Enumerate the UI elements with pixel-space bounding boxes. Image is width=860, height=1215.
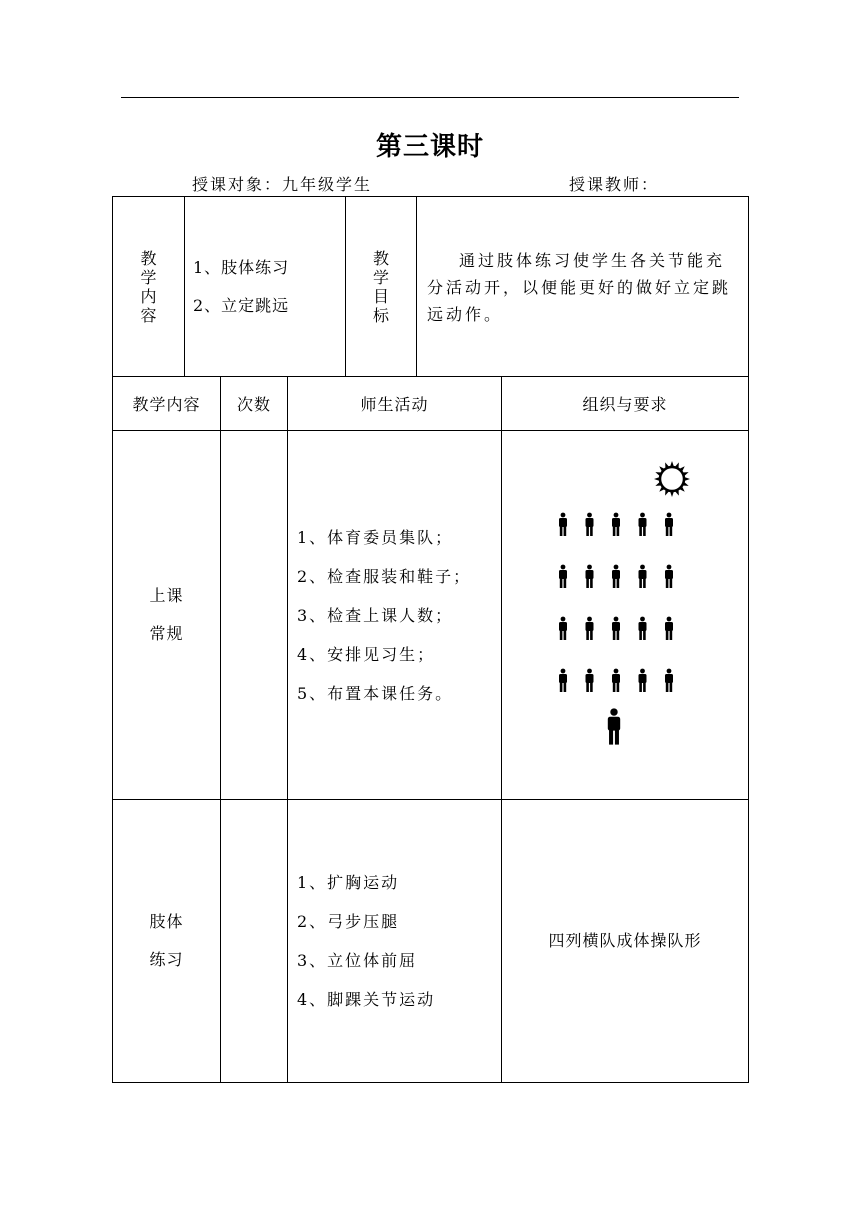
header-content: 教学内容 bbox=[113, 377, 221, 431]
audience-label: 授课对象：九年级学生 bbox=[192, 175, 373, 194]
sun-icon bbox=[654, 461, 690, 497]
content-label-char: 内 bbox=[140, 286, 157, 306]
goal-label-char: 学 bbox=[372, 267, 389, 287]
goal-text: 通过肢体练习使学生各关节能充分活动开，以便能更好的做好立定跳远动作。 bbox=[417, 197, 749, 377]
student-icon bbox=[586, 617, 594, 640]
student-icon bbox=[612, 617, 620, 640]
org-text: 四列横队成体操队形 bbox=[502, 800, 749, 1083]
student-icon bbox=[612, 565, 620, 588]
activity-item: 3、检查上课人数； bbox=[297, 605, 454, 625]
activity-item: 2、弓步压腿 bbox=[297, 912, 400, 931]
header-rule bbox=[121, 97, 739, 98]
lesson-info-table bbox=[112, 196, 749, 377]
goal-label-char: 教 bbox=[372, 248, 389, 268]
goal-label-char: 目 bbox=[372, 286, 389, 306]
row-count-cell bbox=[221, 431, 288, 800]
student-icon bbox=[586, 513, 594, 536]
student-icon bbox=[665, 565, 673, 588]
row-content-line: 常规 bbox=[149, 624, 184, 643]
student-icon bbox=[559, 565, 567, 588]
header-count: 次数 bbox=[221, 377, 288, 431]
row-content-line: 练习 bbox=[149, 950, 184, 969]
teacher-label: 授课教师： bbox=[569, 175, 660, 194]
student-icon bbox=[665, 669, 673, 692]
row-content-cell bbox=[113, 431, 221, 800]
activity-item: 1、扩胸运动 bbox=[297, 873, 400, 892]
content-label-cell bbox=[113, 197, 185, 377]
header-org: 组织与要求 bbox=[502, 377, 749, 431]
student-icon bbox=[639, 513, 647, 536]
leader-icon bbox=[608, 708, 620, 744]
row-count-cell bbox=[221, 800, 288, 1083]
content-label-char: 学 bbox=[140, 267, 157, 287]
page-title: 第三课时 bbox=[375, 132, 484, 162]
header-activity: 师生活动 bbox=[288, 377, 502, 431]
student-icon bbox=[559, 669, 567, 692]
goal-label-char: 标 bbox=[372, 305, 389, 325]
student-icon bbox=[586, 565, 594, 588]
activity-item: 5、布置本课任务。 bbox=[297, 683, 454, 703]
row-content-line: 上课 bbox=[149, 586, 184, 605]
student-icon bbox=[665, 513, 673, 536]
row-content-line: 肢体 bbox=[149, 912, 184, 931]
content-item: 2、立定跳远 bbox=[193, 295, 290, 315]
student-icon bbox=[612, 513, 620, 536]
student-icon bbox=[612, 669, 620, 692]
activity-item: 1、体育委员集队； bbox=[297, 527, 454, 547]
student-icon bbox=[559, 513, 567, 536]
content-label-char: 教 bbox=[140, 248, 157, 268]
student-icon bbox=[639, 617, 647, 640]
activity-item: 2、检查服装和鞋子； bbox=[297, 566, 472, 586]
row-content-cell bbox=[113, 800, 221, 1083]
content-label-char: 容 bbox=[140, 305, 157, 325]
content-items-cell bbox=[185, 197, 346, 377]
activity-item: 4、安排见习生； bbox=[297, 644, 436, 664]
row-activities-cell bbox=[288, 800, 502, 1083]
activity-item: 3、立位体前屈 bbox=[297, 951, 418, 970]
student-icon bbox=[639, 669, 647, 692]
formation-diagram bbox=[502, 431, 748, 799]
student-icon bbox=[559, 617, 567, 640]
row-activities-cell bbox=[288, 431, 502, 800]
lesson-plan-table bbox=[112, 376, 749, 1083]
student-icon bbox=[586, 669, 594, 692]
activity-item: 4、脚踝关节运动 bbox=[297, 990, 436, 1009]
content-item: 1、肢体练习 bbox=[193, 257, 290, 277]
goal-label-cell bbox=[346, 197, 417, 377]
student-icon bbox=[665, 617, 673, 640]
student-icon bbox=[639, 565, 647, 588]
formation-cell bbox=[502, 431, 749, 800]
